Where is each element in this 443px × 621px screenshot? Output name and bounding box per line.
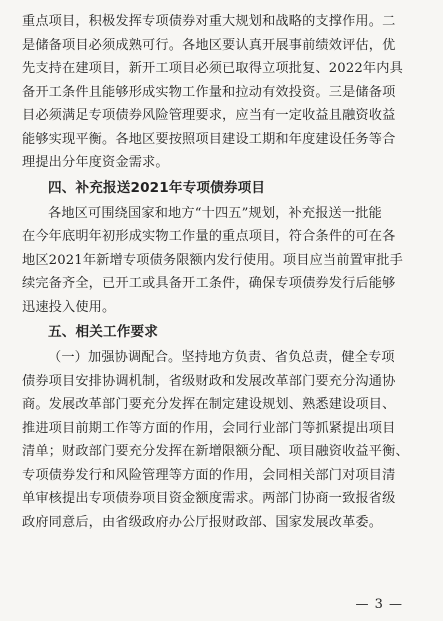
body-line: 续完备齐全，已开工或具备开工条件，确保专项债券发行后能够 bbox=[22, 276, 396, 291]
section-heading-5: 五、相关工作要求 bbox=[48, 324, 158, 340]
section-heading-4: 四、补充报送2021年专项债券项目 bbox=[48, 179, 266, 196]
body-line: 政府同意后，由省级政府办公厅报财政部、国家发展改革委。 bbox=[22, 514, 383, 530]
paragraph-first-line: 各地区可围绕国家和地方“十四五”规划，补充报送一批能 bbox=[48, 205, 382, 221]
body-line: 重点项目，积极发挥专项债券对重大规划和战略的支撑作用。二 bbox=[22, 14, 396, 29]
page-number: — 3 — bbox=[355, 597, 403, 612]
body-line: 是储备项目必须成熟可行。各地区要认真开展事前绩效评估，优 bbox=[22, 37, 396, 53]
body-line: 目必须满足专项债券风险管理要求，应当有一定收益且融资收益 bbox=[22, 108, 396, 123]
body-line: 商。发展改革部门要充分发挥在制定建设规划、熟悉建设项目、 bbox=[22, 397, 396, 412]
body-line: 先支持在建项目，新开工项目必须已取得立项批复、2022年内具 bbox=[22, 61, 403, 76]
body-line: 推进项目前期工作等方面的作用，会同行业部门等抓紧提出项目 bbox=[22, 420, 396, 436]
body-line: 地区2021年新增专项债务限额内发行使用。项目应当前置审批手 bbox=[22, 252, 403, 268]
body-line: 专项债券发行和风险管理等方面的作用，会同相关部门对项目清 bbox=[22, 467, 396, 483]
body-line: 能够实现平衡。各地区要按照项目建设工期和年度建设任务等合 bbox=[22, 131, 396, 147]
body-line: 债券项目安排协调机制，省级财政和发展改革部门要充分沟通协 bbox=[22, 373, 396, 389]
body-line: 在今年底明年初形成实物工作量的重点项目，符合条件的可在各 bbox=[22, 229, 396, 244]
body-line: 理提出分年度资金需求。 bbox=[22, 155, 169, 170]
body-line: 备开工条件且能够形成实物工作量和拉动有效投资。三是储备项 bbox=[22, 84, 396, 100]
document-body bbox=[22, 10, 429, 534]
body-line: 迅速投入使用。 bbox=[22, 299, 116, 315]
body-line: 单审核提出专项债券项目资金额度需求。两部门协商一致报省级 bbox=[22, 491, 396, 506]
paragraph-first-line: （一）加强协调配合。坚持地方负责、省负总责，健全专项 bbox=[48, 350, 395, 365]
body-line: 清单；财政部门要充分发挥在新增限额分配、项目融资收益平衡、 bbox=[22, 444, 409, 459]
